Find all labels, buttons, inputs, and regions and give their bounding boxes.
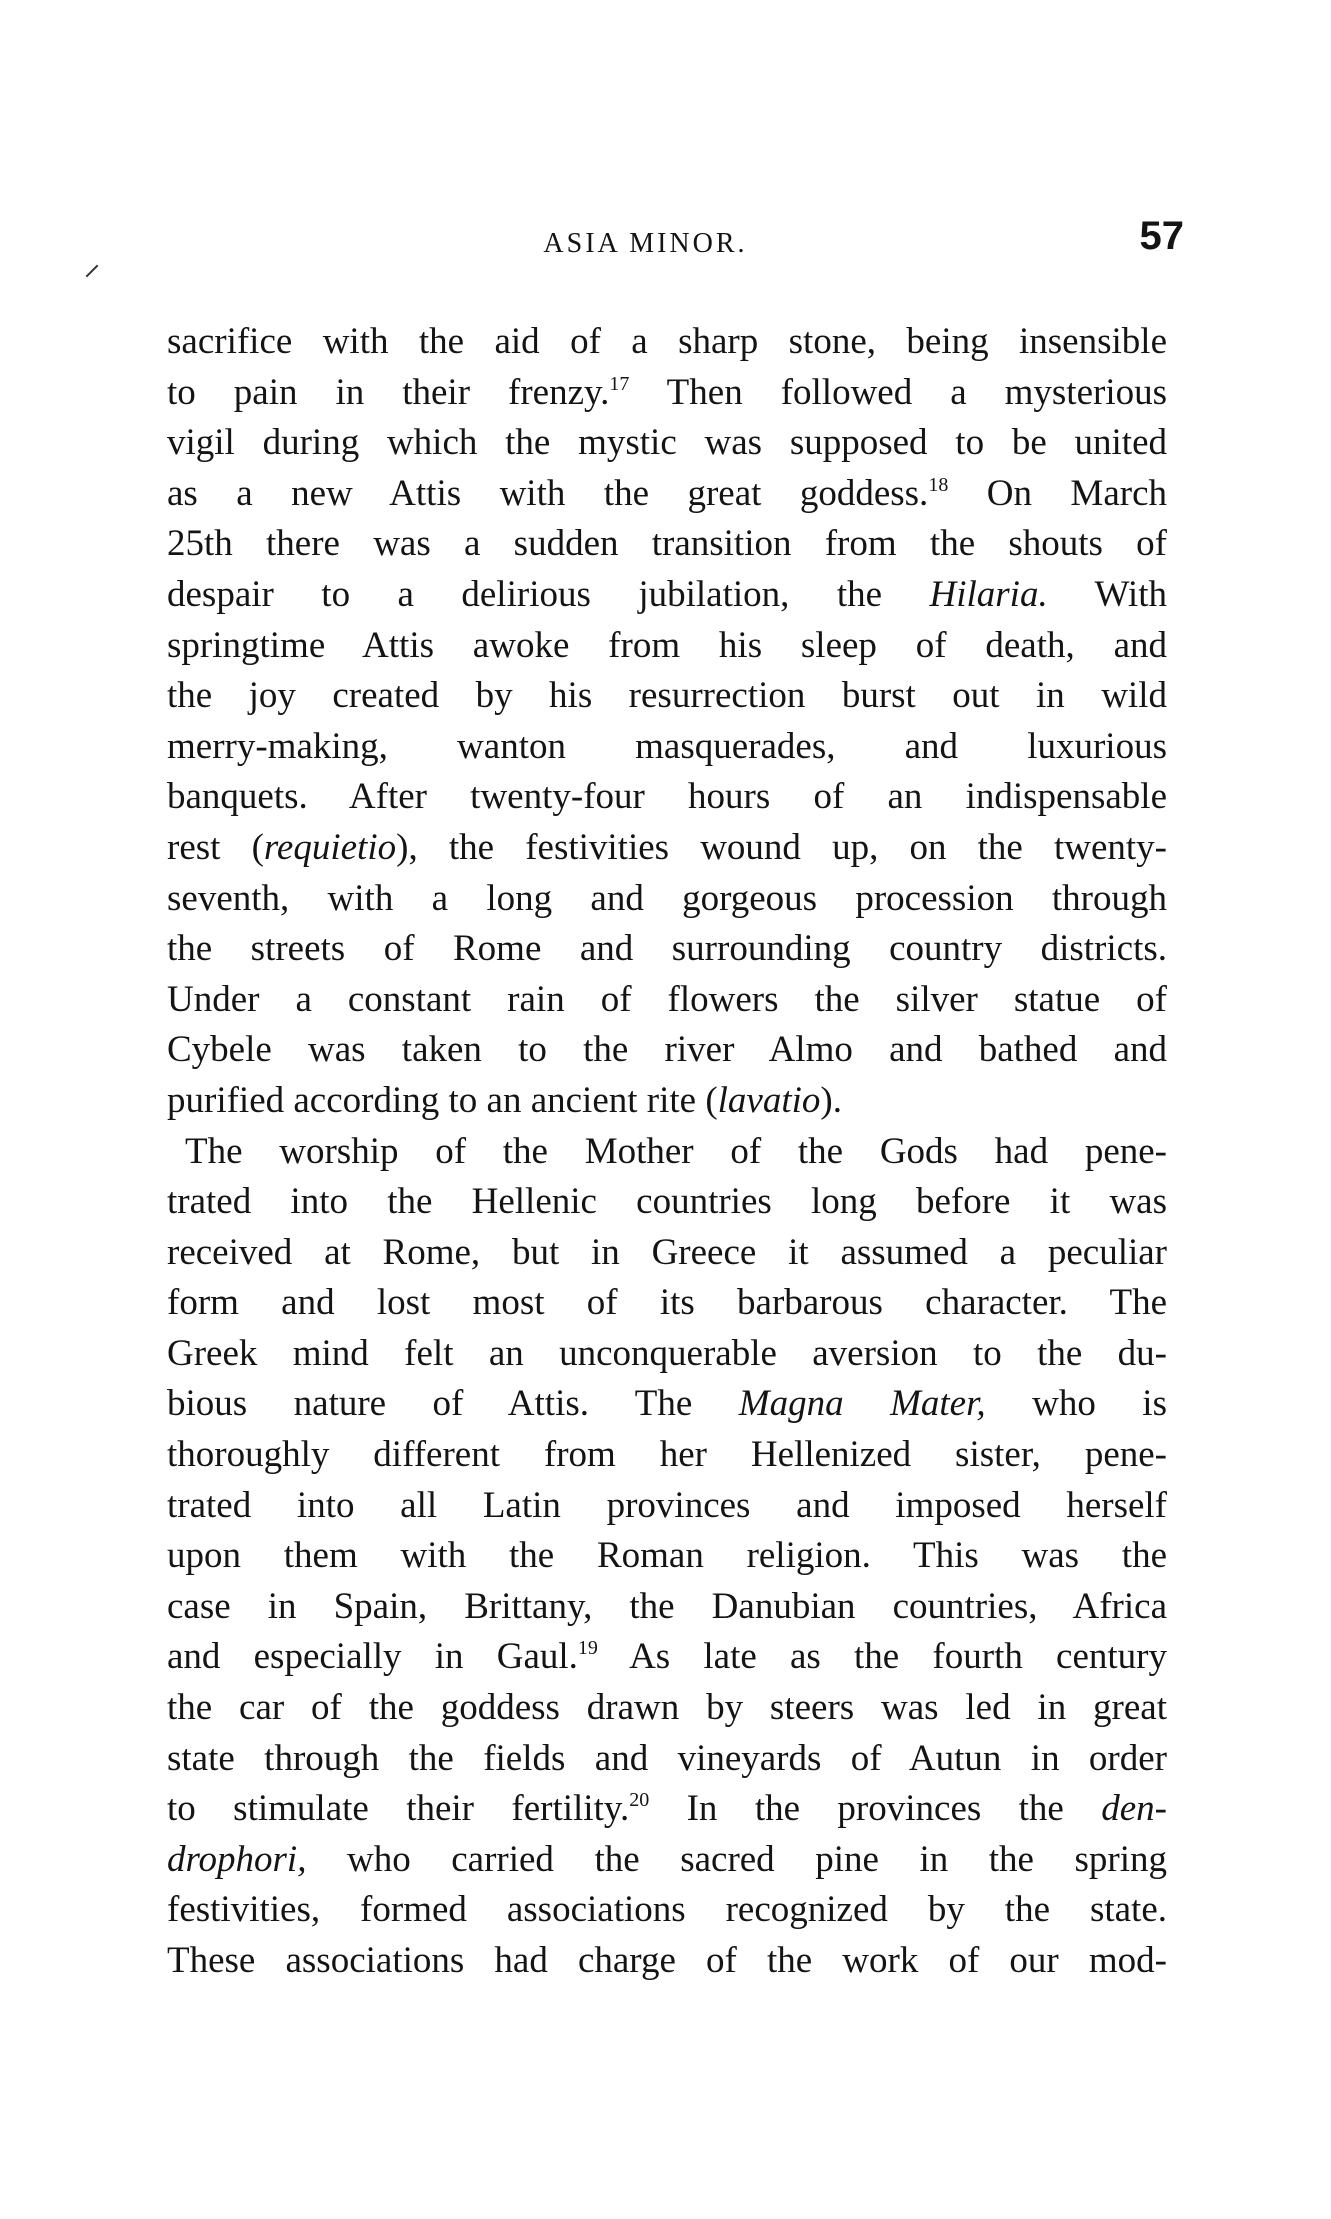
text-line: state through the fields and vineyards of Autun in order (167, 1737, 1167, 1779)
text-line: thoroughly different from her Hellenized sister, pene- (167, 1434, 1167, 1476)
text-line: drophori, who carried the sacred pine in the spring (167, 1838, 1167, 1880)
text-line: Under a constant rain of flowers the silver statue of (167, 978, 1167, 1020)
text-line: form and lost most of its barbarous character. The (167, 1282, 1167, 1324)
text-line: as a new Attis with the great goddess.$^{18}$ On March (167, 472, 1167, 514)
text-line: received at Rome, but in Greece it assumed a peculiar (167, 1231, 1167, 1273)
text-line: case in Spain, Brittany, the Danubian countries, Africa (167, 1585, 1167, 1627)
text-line: banquets. After twenty-four hours of an indispensable (167, 776, 1167, 818)
text-line: bious nature of Attis. The Magna Mater, who is (167, 1383, 1167, 1425)
text-line: sacrifice with the aid of a sharp stone, being insensible (167, 321, 1167, 362)
text-line: upon them with the Roman religion. This was the (167, 1535, 1167, 1577)
body-text (167, 317, 1167, 1987)
text-line: merry-making, wanton masquerades, and luxurious (167, 725, 1167, 767)
text-line: the joy created by his resurrection burst out in wild (167, 675, 1167, 717)
text-line: and especially in Gaul.$^{19}$ As late as the fourth century (167, 1636, 1168, 1678)
stray-pen-mark (86, 265, 99, 278)
text-line: Greek mind felt an unconquerable aversion to the du- (167, 1332, 1167, 1374)
footnote-ref: 19 (577, 1637, 598, 1660)
footnote-ref: 18 (928, 473, 949, 496)
text-line: springtime Attis awoke from his sleep of death, and (167, 624, 1167, 666)
italic-term: Hilaria. (929, 573, 1048, 615)
text-line: seventh, with a long and gorgeous procession through (167, 877, 1167, 919)
text-line: the streets of Rome and surrounding country districts. (167, 928, 1167, 970)
footnote-ref: 20 (629, 1789, 650, 1812)
page-number: 57 (1139, 214, 1184, 258)
text-line: vigil during which the mystic was supposed to be united (167, 422, 1167, 464)
text-line: trated into all Latin provinces and imposed herself (167, 1484, 1167, 1526)
footnote-ref: 17 (609, 372, 630, 395)
running-header-title: ASIA MINOR. (543, 228, 748, 259)
italic-term: Magna Mater, (738, 1383, 986, 1425)
text-line: to pain in their frenzy.$^{17}$ Then followed a mysterious (167, 371, 1167, 413)
text-line: rest (requietio), the festivities wound up, on the twenty- (167, 826, 1167, 868)
italic-term: den- (1101, 1788, 1167, 1830)
italic-term: lavatio (717, 1079, 821, 1121)
text-line: to stimulate their fertility.$^{20}$ In the provinces the den- (167, 1788, 1167, 1830)
italic-term: drophori, (167, 1838, 307, 1880)
text-line: despair to a delirious jubilation, the Hilaria. With (167, 573, 1167, 615)
text-line: purified according to an ancient rite (lavatio). (167, 1079, 842, 1121)
text-line: trated into the Hellenic countries long before it was (167, 1181, 1167, 1223)
text-line: 25th there was a sudden transition from the shouts of (167, 523, 1167, 565)
text-line: The worship of the Mother of the Gods had pene- (185, 1130, 1167, 1172)
text-line: Cybele was taken to the river Almo and bathed and (167, 1029, 1167, 1071)
text-line: the car of the goddess drawn by steers was led in great (167, 1687, 1167, 1729)
italic-term: requietio (263, 826, 397, 868)
text-line: These associations had charge of the work of our mod- (167, 1940, 1167, 1981)
text-line: festivities, formed associations recognized by the state. (167, 1889, 1167, 1931)
